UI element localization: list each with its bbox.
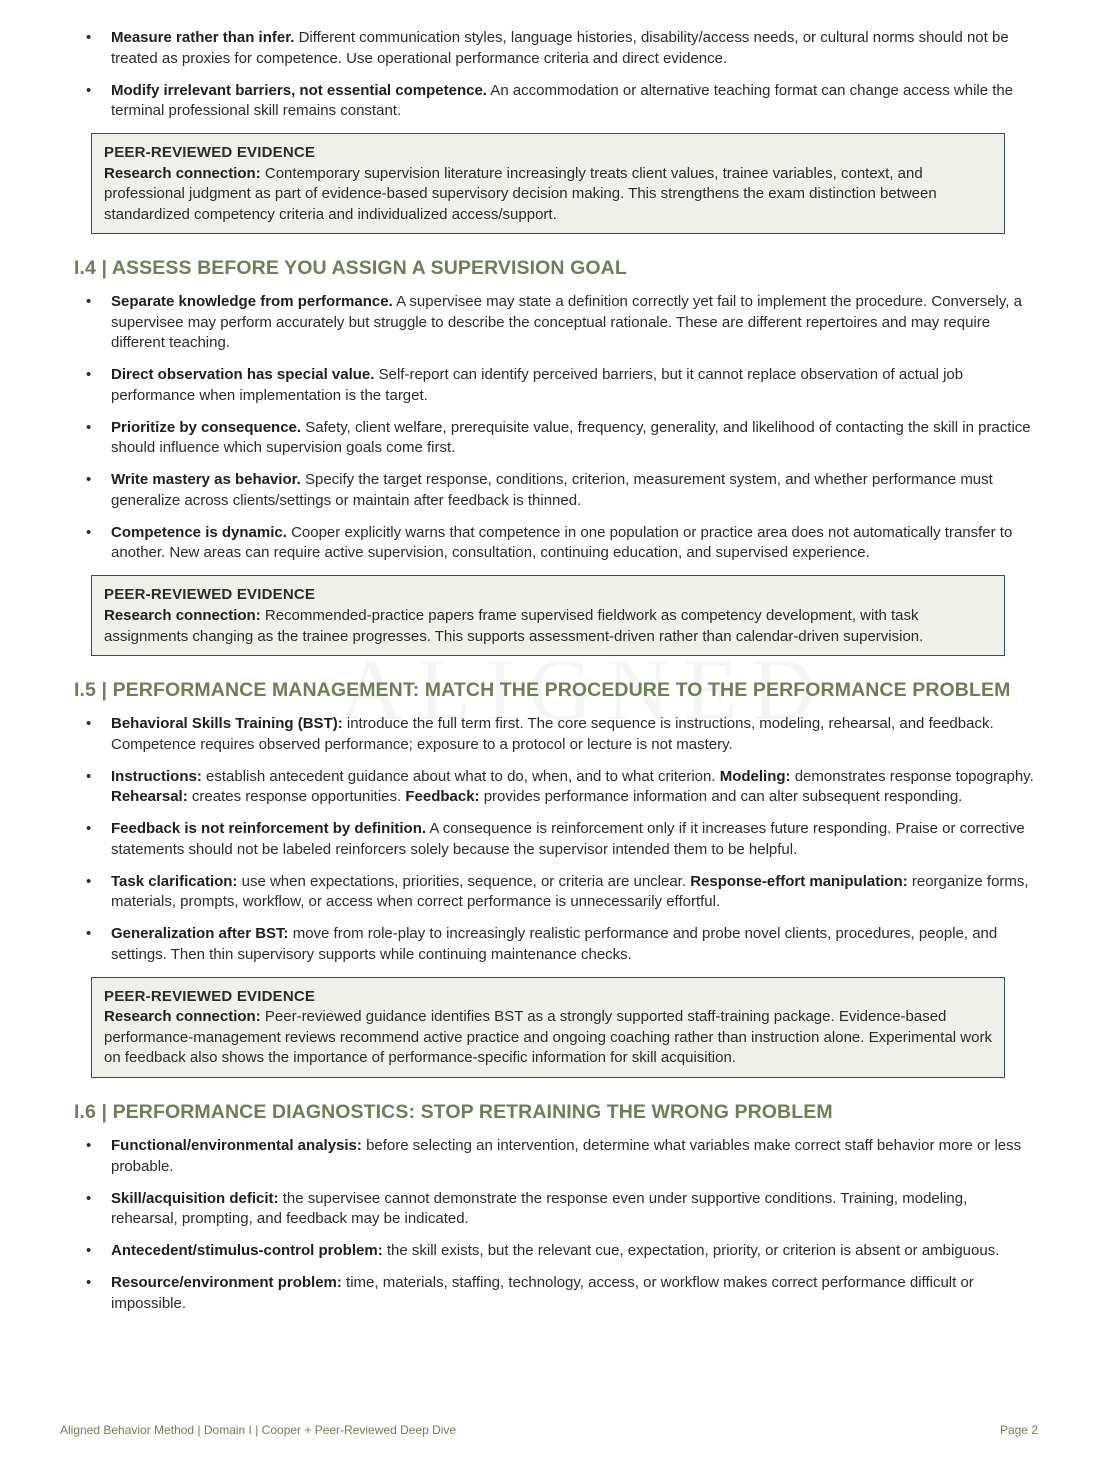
bullet-dot-icon: • [86, 293, 92, 311]
bullet-lead: Rehearsal: [111, 788, 188, 806]
evidence-body: Contemporary supervision literature increasingly treats client values, trainee variables, context, and professional judgment as part of evidence-based supervisory decision making. This strengthens the exam distinction between standardized competency criteria and individualized access/support. [104, 164, 937, 223]
evidence-heading: PEER-REVIEWED EVIDENCE [104, 144, 316, 161]
bullet-item [86, 81, 1034, 122]
evidence-text [104, 164, 992, 226]
bullet-dot-icon: • [86, 523, 92, 541]
section-heading: I.5 | PERFORMANCE MANAGEMENT: MATCH THE PROCEDURE TO THE PERFORMANCE PROBLEM [74, 679, 1011, 702]
evidence-box [91, 977, 1005, 1078]
bullet-text: creates response opportunities. [187, 788, 406, 806]
bullet-lead: Separate knowledge from performance. [111, 293, 393, 311]
bullet-dot-icon: • [86, 366, 92, 384]
evidence-text [104, 1007, 992, 1069]
bullet-dot-icon: • [86, 1274, 92, 1292]
bullet-text: reorganize forms, materials, prompts, workflow, or access when correct performance is unnecessarily effortful. [111, 872, 1029, 911]
bullet-lead: Instructions: [111, 767, 202, 785]
bullet-dot-icon: • [86, 715, 92, 733]
bullet-dot-icon: • [86, 81, 92, 99]
section-heading: I.6 | PERFORMANCE DIAGNOSTICS: STOP RETRAINING THE WRONG PROBLEM [74, 1101, 833, 1124]
section-heading: I.4 | ASSESS BEFORE YOU ASSIGN A SUPERVISION GOAL [74, 257, 627, 280]
bullet-dot-icon: • [86, 872, 92, 890]
bullet-text: before selecting an intervention, determine what variables make correct staff behavior more or less probable. [111, 1137, 1022, 1175]
bullet-item [86, 1189, 1034, 1230]
bullet-item [86, 28, 1034, 69]
bullet-lead: Prioritize by consequence. [111, 418, 302, 436]
bullet-lead: Antecedent/stimulus-control problem: [111, 1242, 383, 1260]
bullet-text: introduce the full term first. The core sequence is instructions, modeling, rehearsal, and feedback. Competence requires observed performance; exposure to a protocol or lecture is not mastery. [111, 715, 994, 753]
bullet-lead: Direct observation has special value. [111, 366, 375, 384]
bullet-lead: Task clarification: [111, 872, 238, 890]
bullet-text: Cooper explicitly warns that competence in one population or practice area does not automatically transfer to another. New areas can require active supervision, consultation, continuing education, and supervised experience. [111, 523, 1013, 562]
bullet-text: A consequence is reinforcement only if it increases future responding. Praise or corrective statements should not be labeled reinforcers solely because the supervisor intended them to be helpful. [111, 820, 1025, 858]
bullet-text: Specify the target response, conditions, criterion, measurement system, and whether performance must generalize across clients/settings or maintain after feedback is thinned. [111, 471, 993, 509]
bullet-lead: Resource/environment problem: [111, 1274, 342, 1292]
bullet-item [86, 924, 1034, 965]
bullet-dot-icon: • [86, 1189, 92, 1207]
bullet-item [86, 872, 1034, 913]
evidence-box [91, 575, 1005, 656]
bullet-text: Different communication styles, language histories, disability/access needs, or cultural norms should not be treated as proxies for competence. Use operational performance criteria and direct evidence. [111, 29, 1009, 67]
bullet-text: provides performance information and can alter subsequent responding. [479, 788, 963, 806]
evidence-lead: Research connection: [104, 1008, 261, 1026]
evidence-text [104, 606, 992, 647]
bullet-text: the skill exists, but the relevant cue, expectation, priority, or criterion is absent or ambiguous. [382, 1242, 1000, 1260]
bullet-lead: Feedback: [405, 788, 480, 806]
bullet-lead: Competence is dynamic. [111, 523, 287, 541]
bullet-lead: Modify irrelevant barriers, not essential competence. [111, 81, 487, 99]
bullet-item [86, 767, 1034, 808]
page-content [74, 28, 1034, 1326]
bullet-text: demonstrates response topography. [790, 767, 1034, 785]
footer-page-number: Page 2 [999, 1423, 1038, 1437]
bullet-lead: Behavioral Skills Training (BST): [111, 715, 343, 733]
bullet-lead: Functional/environmental analysis: [111, 1137, 362, 1155]
bullet-item [86, 470, 1034, 511]
evidence-body: Recommended-practice papers frame supervised fieldwork as competency development, with task assignments changing as the trainee progresses. This supports assessment-driven rather than calendar-driven supervision. [104, 606, 924, 645]
bullet-item [86, 714, 1034, 755]
bullet-item [86, 523, 1034, 564]
bullet-text: Self-report can identify perceived barriers, but it cannot replace observation of actual job performance when implementation is the target. [111, 366, 964, 404]
bullet-item [86, 1273, 1034, 1314]
evidence-heading: PEER-REVIEWED EVIDENCE [104, 586, 316, 604]
bullet-item [86, 292, 1034, 354]
bullet-lead: Generalization after BST: [111, 925, 289, 943]
bullet-lead: Skill/acquisition deficit: [111, 1189, 279, 1207]
bullet-dot-icon: • [86, 767, 92, 785]
bullet-text: An accommodation or alternative teaching format can change access while the terminal professional skill remains constant. [111, 81, 1014, 119]
bullet-lead: Modeling: [719, 767, 791, 785]
bullet-text: the supervisee cannot demonstrate the response even under supportive conditions. Training, modeling, rehearsal, prompting, and feedback may be indicated. [111, 1189, 968, 1228]
bullet-text: use when expectations, priorities, sequence, or criteria are unclear. [237, 872, 691, 890]
bullet-text: Safety, client welfare, prerequisite value, frequency, generality, and likelihood of contacting the skill in practice should influence which supervision goals come first. [111, 418, 1031, 457]
bullet-lead: Response-effort manipulation: [690, 872, 908, 890]
bullet-lead: Feedback is not reinforcement by definition. [111, 820, 427, 838]
bullet-text: move from role-play to increasingly realistic performance and probe novel clients, procedures, people, and settings. Then thin supervisory supports while continuing maintenance checks. [111, 925, 998, 963]
evidence-box [91, 133, 1005, 234]
bullet-item [86, 1136, 1034, 1177]
bullet-dot-icon: • [86, 1242, 92, 1260]
bullet-dot-icon: • [86, 471, 92, 489]
bullet-text: establish antecedent guidance about what to do, when, and to what criterion. [201, 767, 720, 785]
bullet-text: A supervisee may state a definition correctly yet fail to implement the procedure. Conversely, a supervisee may perform accurately but struggle to describe the conceptual rationale. These are different repertoires and may require different teaching. [111, 293, 1022, 352]
bullet-dot-icon: • [86, 925, 92, 943]
footer-left: Aligned Behavior Method | Domain I | Cooper + Peer-Reviewed Deep Dive [60, 1423, 457, 1437]
bullet-text: time, materials, staffing, technology, access, or workflow makes correct performance difficult or impossible. [111, 1274, 974, 1312]
evidence-heading: PEER-REVIEWED EVIDENCE [104, 987, 316, 1005]
bullet-dot-icon: • [86, 29, 92, 46]
bullet-lead: Measure rather than infer. [111, 29, 295, 46]
bullet-lead: Write mastery as behavior. [111, 471, 301, 489]
evidence-lead: Research connection: [104, 606, 261, 624]
evidence-lead: Research connection: [104, 164, 261, 182]
bullet-dot-icon: • [86, 418, 92, 436]
bullet-item [86, 418, 1034, 459]
bullet-dot-icon: • [86, 1137, 92, 1155]
bullet-item [86, 819, 1034, 860]
bullet-dot-icon: • [86, 820, 92, 838]
evidence-body: Peer-reviewed guidance identifies BST as a strongly supported staff-training package. Evidence-based performance-management reviews recommend active practice and ongoing coaching rather than instruction alone. Experimental work on feedback also shows the importance of performance-specific information for skill acquisition. [104, 1008, 992, 1067]
bullet-item [86, 365, 1034, 406]
bullet-item [86, 1241, 1034, 1262]
